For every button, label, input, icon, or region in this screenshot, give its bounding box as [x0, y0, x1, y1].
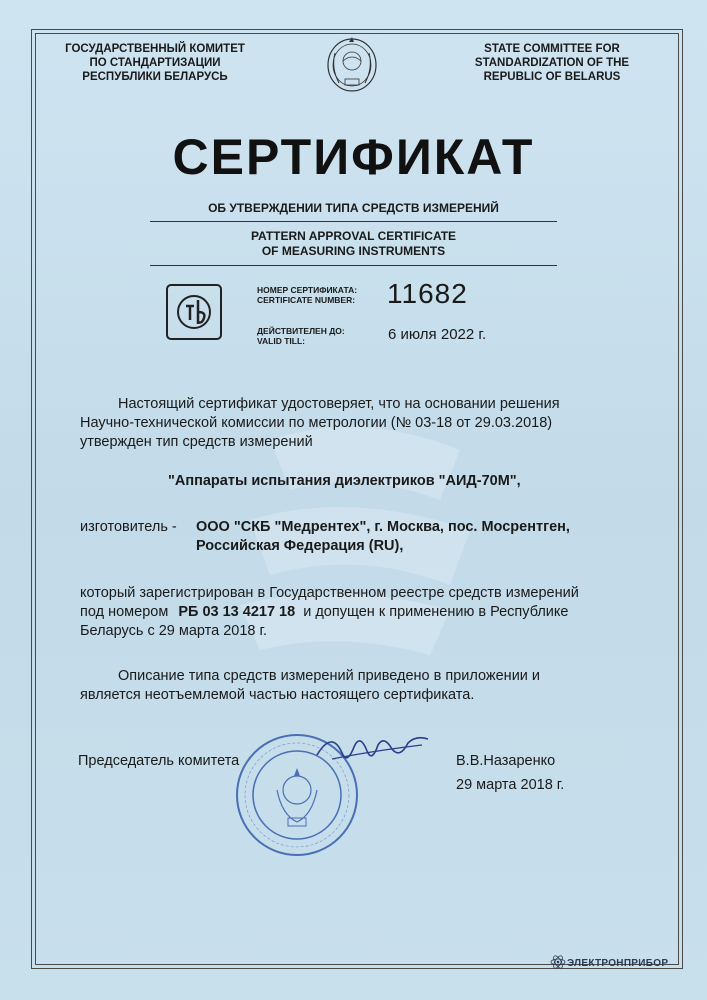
certification-mark-icon [166, 284, 222, 340]
registry-line-3: Беларусь с 29 марта 2018 г. [80, 623, 268, 639]
document-title: СЕРТИФИКАТ [172, 129, 535, 185]
registry-number: РБ 03 13 4217 18 [178, 604, 296, 620]
subtitle-en-line-1: PATTERN APPROVAL CERTIFICATE [250, 229, 457, 243]
manufacturer-line-2: Российская Федерация (RU), [196, 538, 404, 554]
annex-line-2: является неотъемлемой частью настоящего сертификата. [80, 687, 475, 703]
signature-icon [312, 725, 432, 775]
annex-line-1: Описание типа средств измерений приведено в приложении и [118, 668, 541, 684]
valid-till-date: 6 июля 2022 г. [388, 326, 487, 343]
signatory-role: Председатель комитета [78, 753, 240, 769]
registry-line-1: который зарегистрирован в Государственном реестре средств измерений [80, 585, 579, 601]
valid-label-ru: ДЕЙСТВИТЕЛЕН ДО: [257, 326, 345, 336]
body-line-3: утвержден тип средств измерений [80, 434, 313, 450]
instrument-name: "Аппараты испытания диэлектриков "АИД-70М", [168, 473, 521, 489]
committee-ru-line-2: ПО СТАНДАРТИЗАЦИИ [89, 57, 221, 69]
manufacturer-label: изготовитель - [80, 519, 177, 535]
signatory-name: В.В.Назаренко [456, 753, 556, 769]
committee-en-line-1: STATE COMMITTEE FOR [484, 43, 620, 55]
state-emblem-icon [323, 33, 381, 95]
signature-date: 29 марта 2018 г. [456, 777, 565, 793]
committee-en-line-3: REPUBLIC OF BELARUS [483, 71, 621, 83]
divider-top [150, 221, 557, 222]
registry-prefix: под номером [80, 604, 169, 620]
registry-suffix: и допущен к применению в Республике [303, 604, 569, 620]
certificate-number-label [257, 285, 357, 305]
manufacturer-line-1: ООО "СКБ "Медрентех", г. Москва, пос. Мосрентген, [196, 519, 570, 535]
certificate-number: 11682 [387, 278, 468, 309]
subtitle-en [0, 229, 707, 259]
subtitle-en-line-2: OF MEASURING INSTRUMENTS [261, 244, 446, 258]
valid-till-label [257, 326, 345, 346]
committee-ru-line-1: ГОСУДАРСТВЕННЫЙ КОМИТЕТ [65, 43, 245, 55]
number-label-ru: НОМЕР СЕРТИФИКАТА: [257, 285, 358, 295]
body-line-1: Настоящий сертификат удостоверяет, что на основании решения [118, 396, 560, 412]
committee-en-line-2: STANDARDIZATION OF THE [474, 57, 630, 69]
committee-name-ru [50, 42, 260, 84]
number-label-en: CERTIFICATE NUMBER: [257, 295, 356, 305]
body-line-2: Научно-технической комиссии по метрологии (№ 03-18 от 29.03.2018) [80, 415, 553, 431]
registry-line-2 [80, 603, 568, 622]
committee-name-en [452, 42, 652, 84]
atom-logo-icon [550, 954, 566, 970]
footer-brand: ЭЛЕКТРОНПРИБОР [567, 958, 669, 969]
divider-bottom [150, 265, 557, 266]
committee-ru-line-3: РЕСПУБЛИКИ БЕЛАРУСЬ [82, 71, 228, 83]
valid-label-en: VALID TILL: [257, 336, 305, 346]
subtitle-ru: ОБ УТВЕРЖДЕНИИ ТИПА СРЕДСТВ ИЗМЕРЕНИЙ [208, 201, 499, 215]
